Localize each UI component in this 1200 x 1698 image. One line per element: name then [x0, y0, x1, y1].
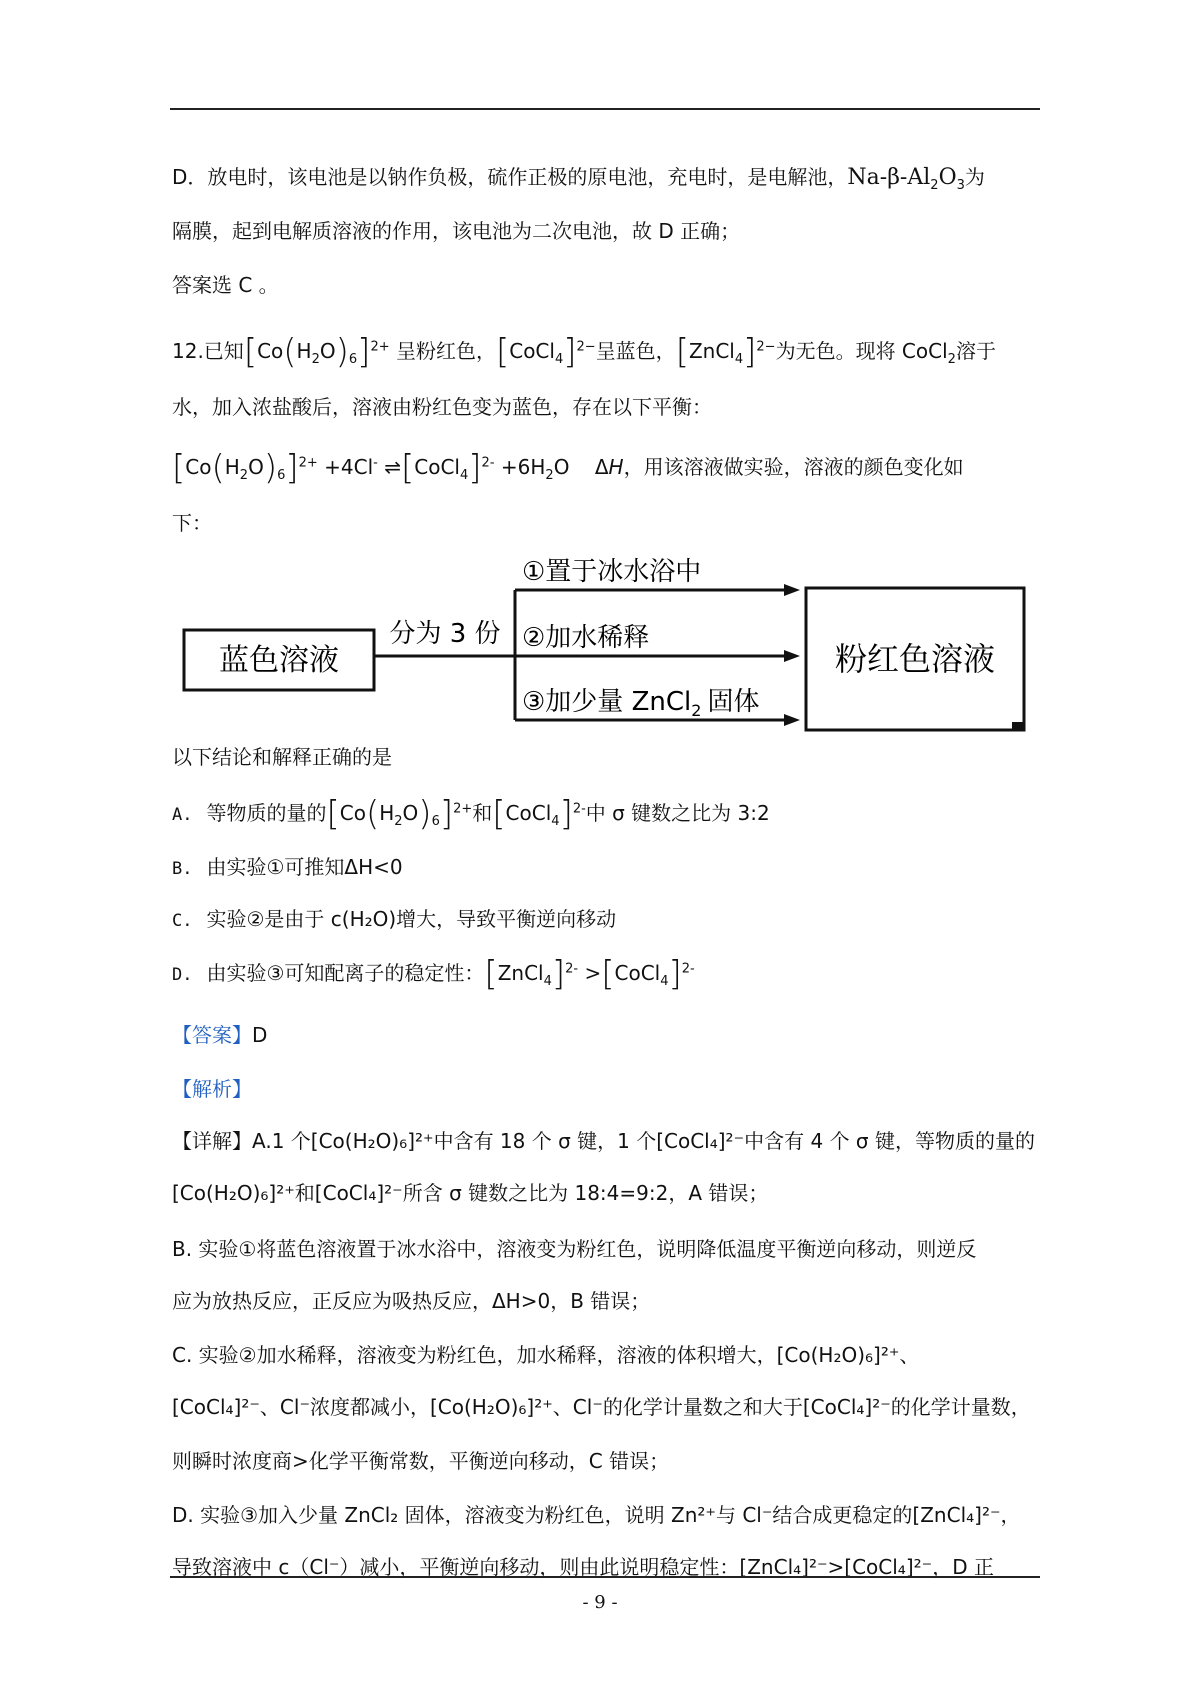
- explain-d1: D. 实验③加入少量 ZnCl₂ 固体，溶液变为粉红色，说明 Zn²⁺与 Cl⁻结合成更稳定的[ZnCl₄]²⁻，: [172, 1503, 1021, 1527]
- split-label: 分为 3 份: [389, 619, 501, 649]
- page-number: - 9 -: [582, 1592, 618, 1613]
- arrow-3-head: [784, 714, 800, 726]
- explain-b2: 应为放热反应，正反应为吸热反应，ΔH>0，B 错误；: [172, 1289, 651, 1313]
- q12-equilibrium: $[Co(H_2O)_6]^{2+} +4Cl^-$ ⇌[CoCl$_4$]$^{2-}$ $+6H_2O$ ΔH，用该溶液做实验，溶液的颜色变化如: [172, 448, 964, 488]
- explain-b1: B. 实验①将蓝色溶液置于冰水浴中，溶液变为粉红色，说明降低温度平衡逆向移动，则逆反: [172, 1237, 977, 1261]
- answer-line: 【答案】D: [172, 1023, 268, 1047]
- arrow-2-head: [784, 650, 800, 662]
- arrow-2-label: ②加水稀释: [522, 623, 650, 653]
- prev-option-d-line2: 隔膜，起到电解质溶液的作用，该电池为二次电池，故 D 正确；: [172, 219, 741, 243]
- box-corner-mark: [1012, 722, 1024, 730]
- q12-option-a[interactable]: A. 等物质的量的$[Co(H_2O)_6]^{2+}$和[CoCl$_4$]$^{2-}$中 σ 键数之比为 3:2: [172, 794, 770, 834]
- explain-a2: [Co(H₂O)₆]²⁺和[CoCl₄]²⁻所含 σ 键数之比为 18:4=9:2，A 错误；: [172, 1181, 769, 1205]
- header-rule: [170, 108, 1040, 110]
- explain-d2: 导致溶液中 c（Cl⁻）减小，平衡逆向移动，则由此说明稳定性：[ZnCl₄]²⁻>[CoCl₄]²⁻，D 正: [172, 1555, 994, 1579]
- pink-solution-label: 粉红色溶液: [834, 640, 996, 678]
- explain-c3: 则瞬时浓度商>化学平衡常数，平衡逆向移动，C 错误；: [172, 1449, 670, 1473]
- blue-solution-label: 蓝色溶液: [219, 643, 339, 678]
- q12-eq-line2: 下：: [172, 511, 212, 535]
- q12-option-c[interactable]: C. 实验②是由于 c(H₂O)增大，导致平衡逆向移动: [172, 907, 617, 931]
- analysis-tag: 【解析】: [172, 1077, 252, 1101]
- explain-c2: [CoCl₄]²⁻、Cl⁻浓度都减小，[Co(H₂O)₆]²⁺、Cl⁻的化学计量数之和大于[CoCl₄]²⁻的化学计量数，: [172, 1395, 1031, 1419]
- arrow-1-label: ①置于冰水浴中: [522, 557, 702, 587]
- explain-a1: 【详解】A.1 个[Co(H₂O)₆]²⁺中含有 18 个 σ 键，1 个[CoCl₄]²⁻中含有 4 个 σ 键，等物质的量的: [172, 1129, 1035, 1153]
- q12-option-b[interactable]: B. 由实验①可推知ΔH<0: [172, 855, 403, 879]
- prev-option-d-line1: D．放电时，该电池是以钠作负极，硫作正极的原电池，充电时，是电解池，$Na-\beta-Al_2O_3$为: [172, 165, 985, 193]
- q12-intro-line2: 水，加入浓盐酸后，溶液由粉红色变为蓝色，存在以下平衡：: [172, 395, 712, 419]
- q12-option-d[interactable]: D. 由实验③可知配离子的稳定性：[ZnCl$_4$]$^{2-}$ >[CoCl$_4$]$^{2-}$: [172, 954, 695, 994]
- explain-c1: C. 实验②加水稀释，溶液变为粉红色，加水稀释，溶液的体积增大，[Co(H₂O)₆]²⁺、: [172, 1343, 920, 1367]
- q12-stem: 以下结论和解释正确的是: [172, 745, 392, 769]
- arrow-1-head: [784, 584, 800, 596]
- footer-rule: [170, 1576, 1040, 1578]
- q12-intro-line1: 12.已知$[Co(H_2O)_6]^{2+}$ 呈粉红色，[CoCl$_4$]$^{2-}$呈蓝色，[ZnCl$_4$]$^{2-}$为无色。现将 CoCl$_2$溶于: [172, 332, 996, 372]
- arrow-3-label: ③加少量 ZnCl$_2$ 固体: [522, 687, 760, 720]
- experiment-diagram: [170, 548, 1040, 738]
- prev-answer: 答案选 C 。: [172, 273, 279, 297]
